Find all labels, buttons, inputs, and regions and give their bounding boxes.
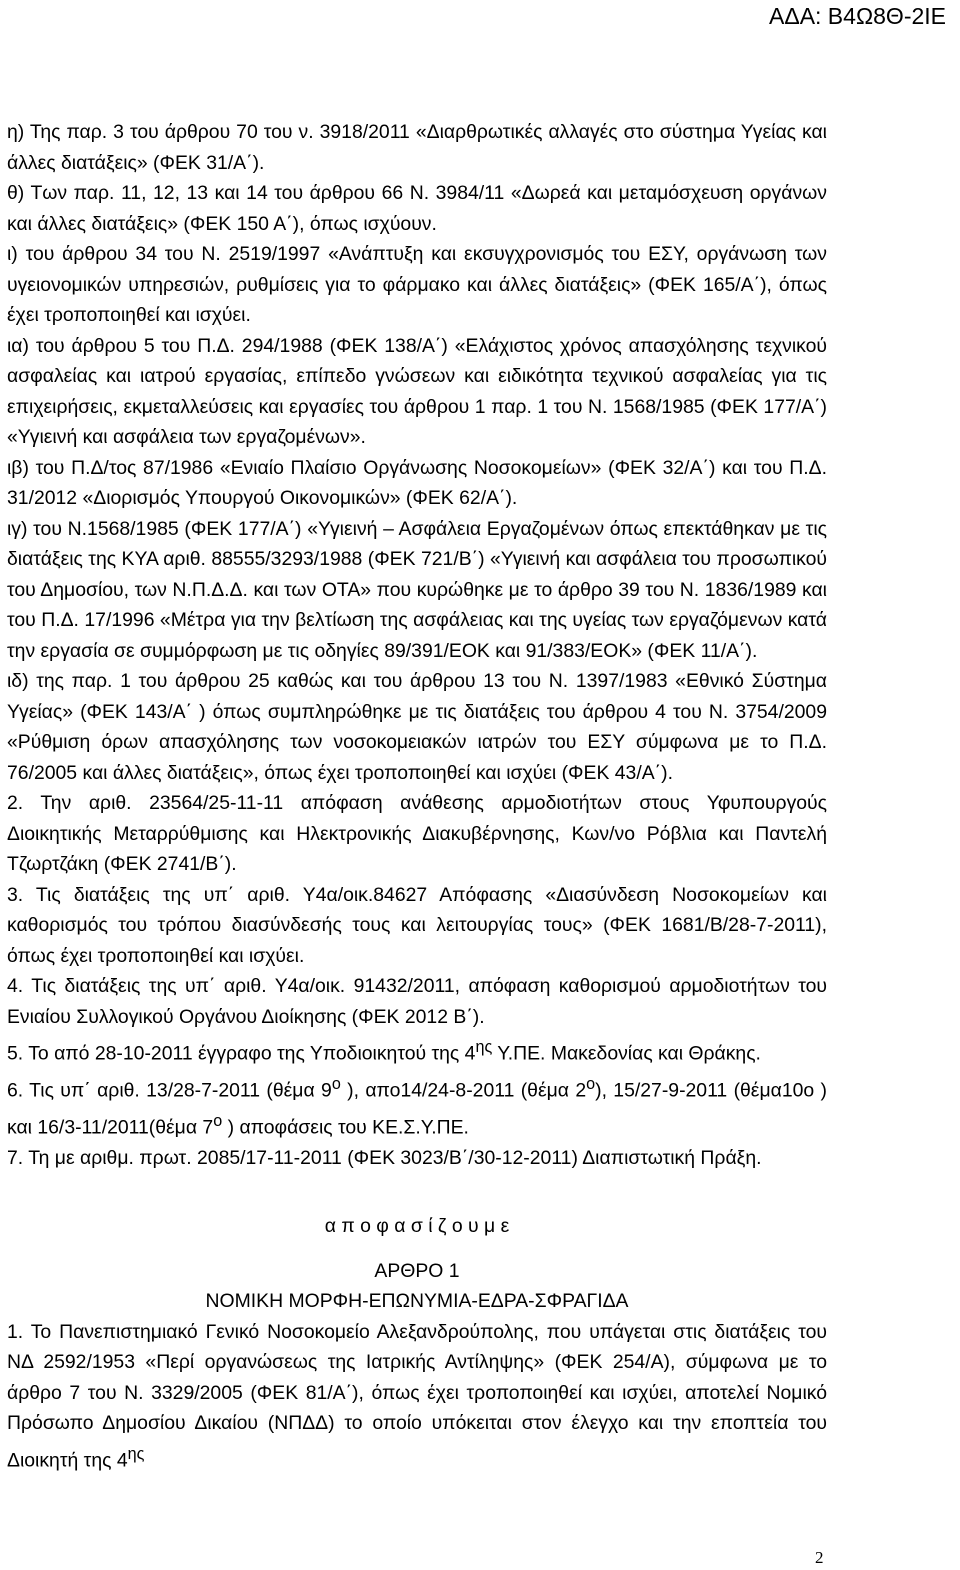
superscript: ης xyxy=(475,1038,493,1056)
superscript: ο xyxy=(213,1111,223,1130)
paragraph-id: ιδ) της παρ. 1 του άρθρου 25 καθώς και του άρθρου 13 του Ν. 1397/1983 «Εθνικό Σύστημα Υγείας» (ΦΕΚ 143/Α΄ ) όπως συμπληρώθηκε με τις διατάξεις του άρθρου 4 του Ν. 3754/2009 «Ρύθμιση όρων απασχόλησης των νοσοκομειακών ιατρών του ΕΣΥ σύμφωνα με το Π.Δ. 76/2005 και άλλες διατάξεις», όπως έχει τροποποιηθεί και ισχύει (ΦΕΚ 43/Α΄). xyxy=(7,670,827,784)
document-body xyxy=(7,117,827,1476)
paragraph-eta: η) Της παρ. 3 του άρθρου 70 του ν. 3918/2011 «Διαρθρωτικές αλλαγές στο σύστημα Υγείας και άλλες διατάξεις» (ΦΕΚ 31/Α΄). xyxy=(7,121,827,174)
decision-heading: α π ο φ α σ ί ζ ο υ μ ε xyxy=(324,1215,510,1238)
paragraph-ib: ιβ) του Π.Δ/τος 87/1986 «Ενιαίο Πλαίσιο Οργάνωσης Νοσοκομείων» (ΦΕΚ 32/Α΄) και του Π.Δ. 31/2012 «Διορισμός Υπουργού Οικονομικών» (ΦΕΚ 62/Α΄). xyxy=(7,456,827,509)
paragraph-6: 6. Τις υπ΄ αριθ. 13/28-7-2011 (θέμα $9^o$ ), απο14/24-8-2011 (θέμα $2^o$), 15/27-9-2011 (θέμα10ο ) και 16/3-11/2011(θέμα $7^o$ ) αποφάσεις του ΚΕ.Σ.Υ.ΠΕ. xyxy=(7,1074,827,1139)
article-title: ΑΡΘΡΟ 1 xyxy=(374,1259,460,1282)
paragraph-3: 3. Τις διατάξεις της υπ΄ αριθ. Υ4α/οικ.84627 Απόφασης «Διασύνδεση Νοσοκομείων και καθορισμός του τρόπου διασύνδεσής τους και λειτουργίας τους» (ΦΕΚ 1681/Β/28-7-2011), όπως έχει τροποποιηθεί και ισχύει. xyxy=(7,883,827,967)
paragraph-iota: ι) του άρθρου 34 του Ν. 2519/1997 «Ανάπτυξη και εκσυγχρονισμός του ΕΣΥ, οργάνωση των υγειονομικών υπηρεσιών, ρυθμίσεις για το φάρμακο και άλλες διατάξεις» (ΦΕΚ 165/Α΄), όπως έχει τροποποιηθεί και ισχύει. xyxy=(7,243,827,326)
paragraph-theta: θ) Των παρ. 11, 12, 13 και 14 του άρθρου 66 Ν. 3984/11 «Δωρεά και μεταμόσχευση οργάνων και άλλες διατάξεις» (ΦΕΚ 150 Α΄), όπως ισχύουν. xyxy=(7,182,827,235)
paragraph-2: 2. Την αριθ. 23564/25-11-11 απόφαση ανάθεσης αρμοδιοτήτων στους Υφυπουργούς Διοικητικής Μεταρρύθμισης και Ηλεκτρονικής Διακυβέρνησης, Κων/νο Ρόβλια και Παντελή Τζωρτζάκη (ΦΕΚ 2741/Β΄). xyxy=(7,792,827,875)
paragraph-4: 4. Τις διατάξεις της υπ΄ αριθ. Υ4α/οικ. 91432/2011, απόφαση καθορισμού αρμοδιοτήτων του Ενιαίου Συλλογικού Οργάνου Διοίκησης (ΦΕΚ 2012 Β΄). xyxy=(7,975,827,1028)
paragraph-ig: ιγ) του Ν.1568/1985 (ΦΕΚ 177/Α΄) «Υγιεινή – Ασφάλεια Εργαζομένων όπως επεκτάθηκαν με τις διατάξεις της ΚΥΑ αριθ. 88555/3293/1988 (ΦΕΚ 721/Β΄) «Υγιεινή και ασφάλεια του προσωπικού του Δημοσίου, των Ν.Π.Δ.Δ. και των ΟΤΑ» που κυρώθηκε με το άρθρο 39 του Ν. 1836/1989 και του Π.Δ. 17/1996 «Μέτρα για την βελτίωση της ασφάλειας και της υγείας των εργαζόμενων κατά την εργασία σε συμμόρφωση με τις οδηγίες 89/391/ΕΟΚ και 91/383/ΕΟΚ» (ΦΕΚ 11/Α΄). xyxy=(7,517,827,662)
paragraph-7: 7. Τη με αριθμ. πρωτ. 2085/17-11-2011 (ΦΕΚ 3023/Β΄/30-12-2011) Διαπιστωτική Πράξη. xyxy=(7,1146,762,1169)
article-subtitle: ΝΟΜΙΚΗ ΜΟΡΦΗ-ΕΠΩΝΥΜΙΑ-ΕΔΡΑ-ΣΦΡΑΓΙΔΑ xyxy=(205,1290,629,1313)
article-paragraph-1: 1. Το Πανεπιστημιακό Γενικό Νοσοκομείο Αλεξανδρούπολης, που υπάγεται στις διατάξεις του ΝΔ 2592/1953 «Περί οργανώσεως της Ιατρικής Αντίληψης» (ΦΕΚ 254/Α), σύμφωνα με το άρθρο 7 του Ν. 3329/2005 (ΦΕΚ 81/Α΄), όπως έχει τροποποιηθεί και ισχύει, αποτελεί Νομικό Πρόσωπο Δημοσίου Δικαίου (ΝΠΔΔ) το οποίο υπόκειται στον έλεγχο και την εποπτεία του Διοικητή της $4^{\eta\varsigma}$ xyxy=(7,1320,827,1472)
superscript: ο xyxy=(331,1074,341,1093)
ada-code: ΑΔΑ: Β4Ω8Θ-2ΙΕ xyxy=(768,3,946,29)
page-number: 2 xyxy=(815,1548,824,1567)
superscript: ο xyxy=(586,1074,596,1093)
superscript: ης xyxy=(127,1444,145,1463)
paragraph-ia: ια) του άρθρου 5 του Π.Δ. 294/1988 (ΦΕΚ 138/Α΄) «Ελάχιστος χρόνος απασχόλησης τεχνικού ασφαλείας και ιατρού εργασίας, επίπεδο γνώσεων και ειδικότητα τεχνικού ασφαλείας για τις επιχειρήσεις, εκμεταλλεύσεις και εργασίες του άρθρου 1 παρ. 1 του Ν. 1568/1985 (ΦΕΚ 177/Α΄) «Υγιεινή και ασφάλεια των εργαζομένων». xyxy=(7,334,827,448)
paragraph-5: 5. Το από 28-10-2011 έγγραφο της Υποδιοικητού της $4^{\eta\varsigma}$ Υ.ΠΕ. Μακεδονίας και Θράκης. xyxy=(7,1038,761,1065)
